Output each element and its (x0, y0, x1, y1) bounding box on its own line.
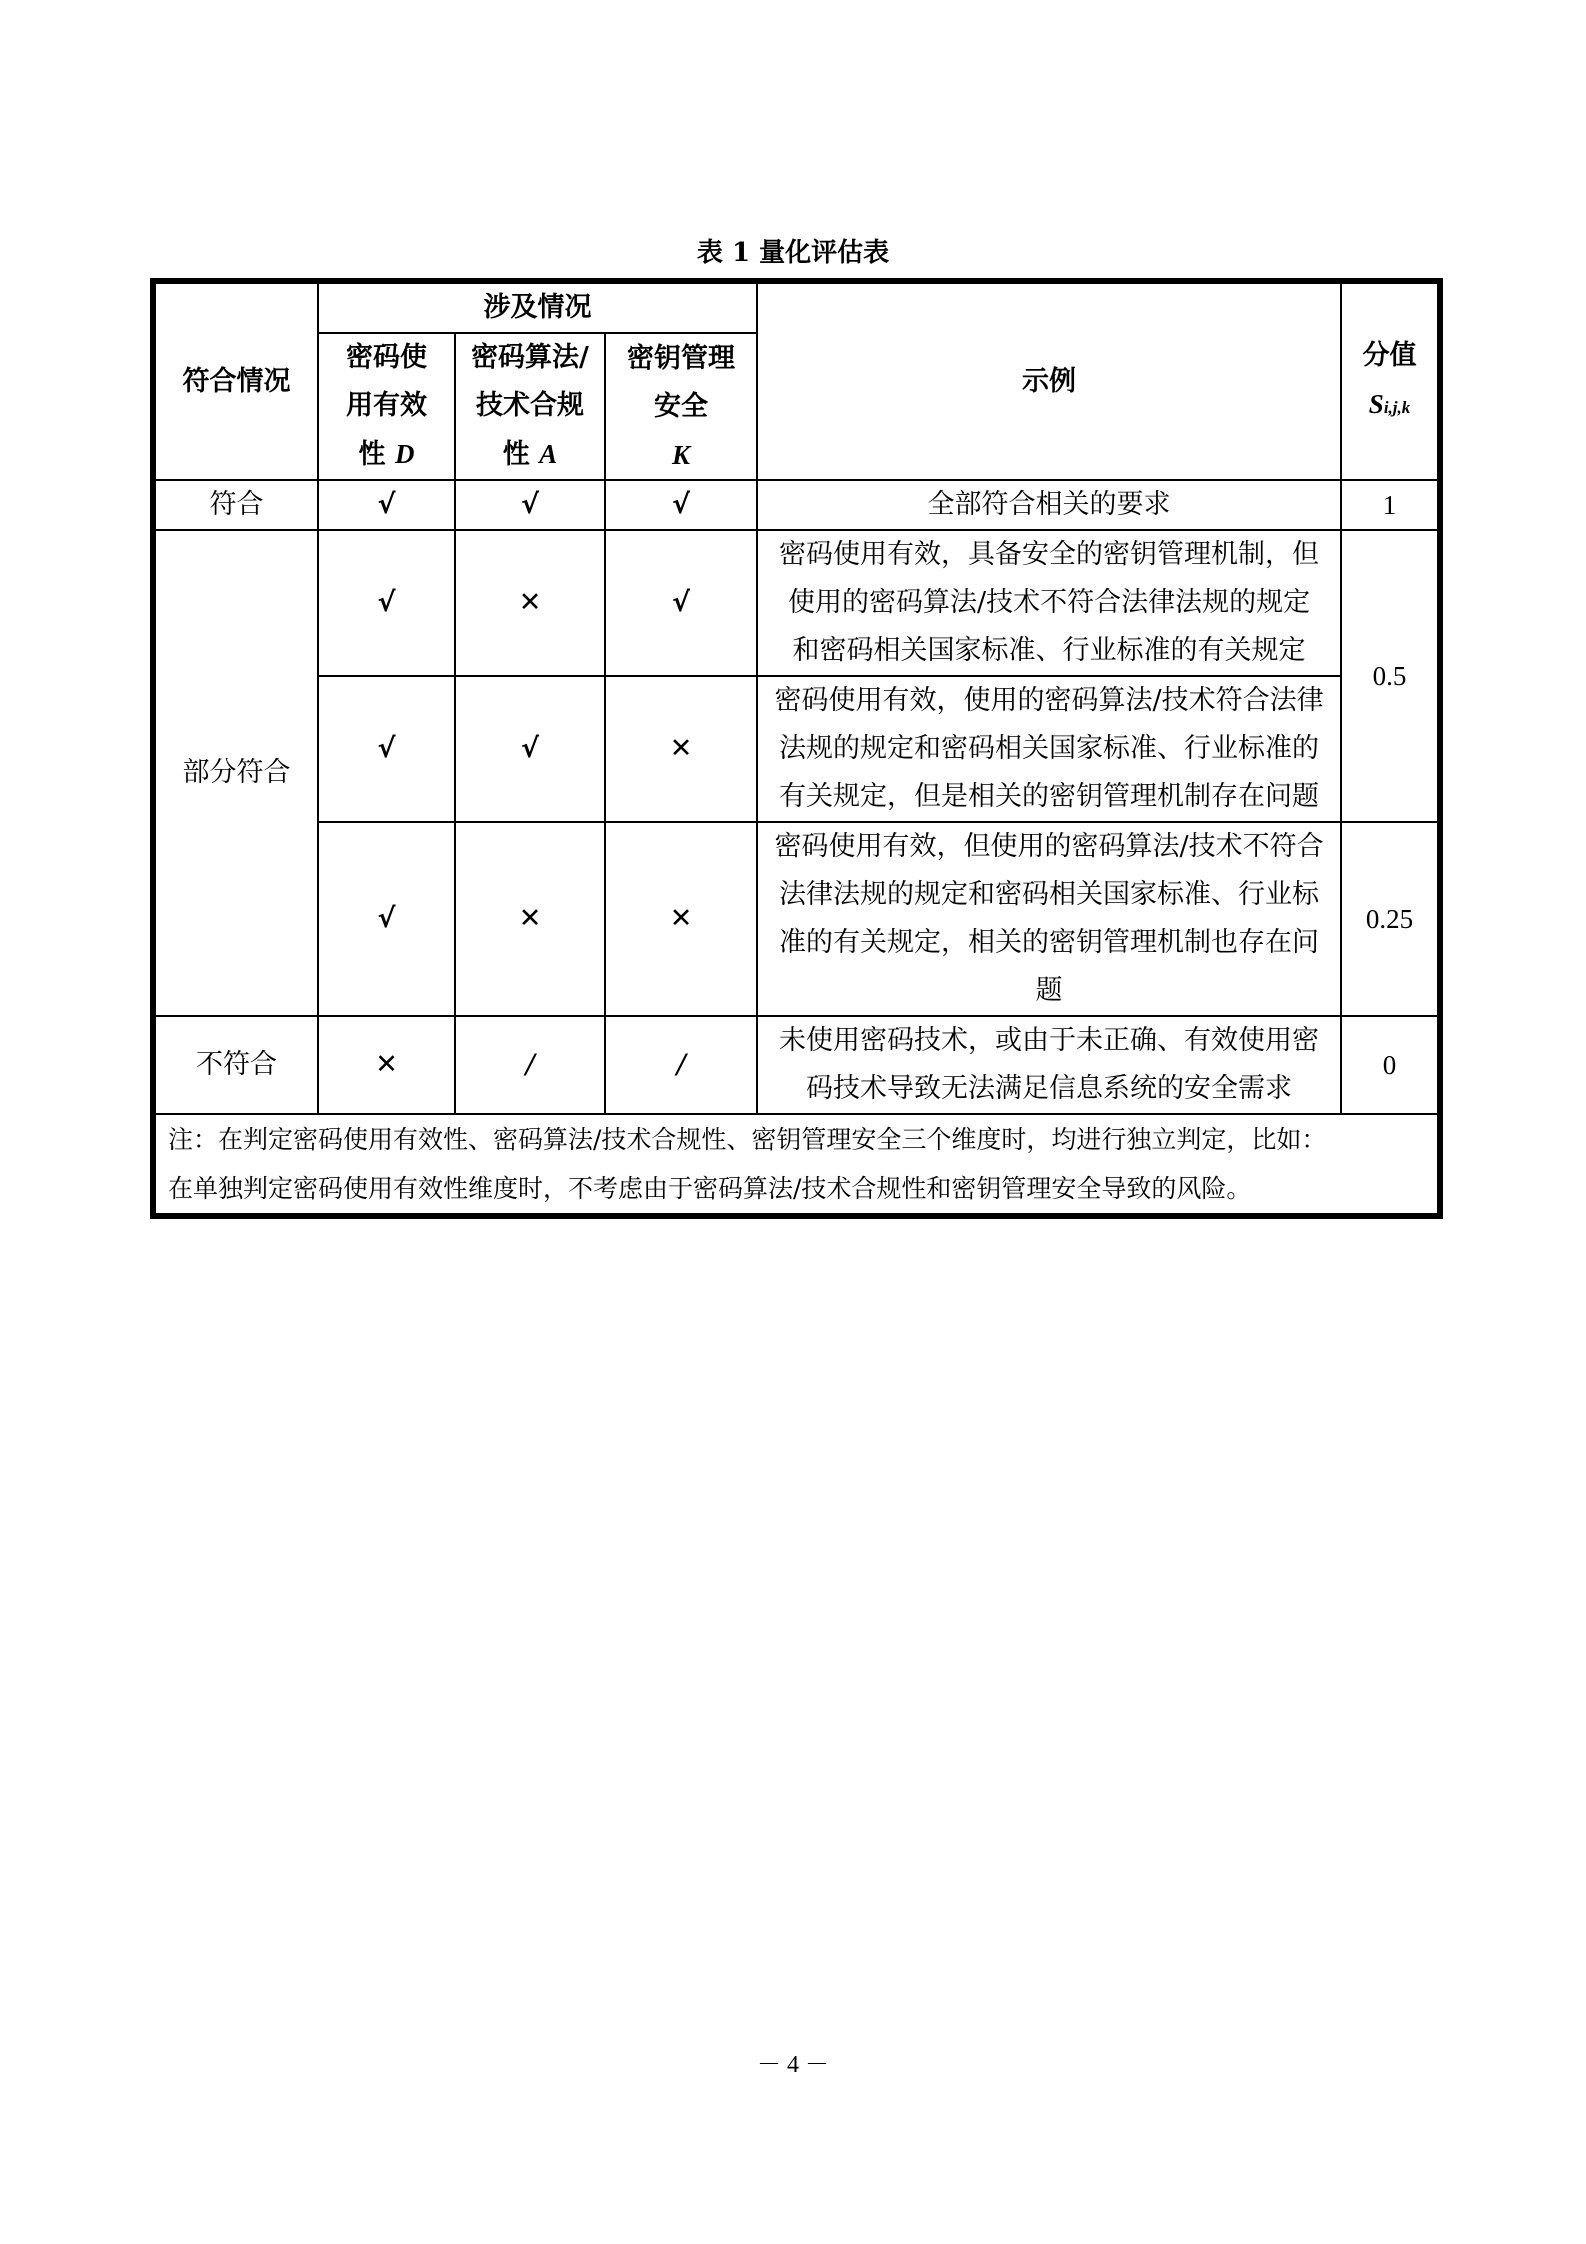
header-col-a-line: 技术合规 (476, 390, 584, 421)
header-score-label: 分值 (1362, 339, 1417, 371)
cross-icon: ✕ (605, 676, 757, 822)
header-col-d (318, 333, 455, 480)
example-line: 密码使用有效，但使用的密码算法/技术不符合 (774, 831, 1324, 862)
score-subscript: i,j,k (1383, 397, 1411, 417)
header-example: 示例 (757, 281, 1341, 480)
header-col-k-line: 密钥管理 (627, 342, 736, 374)
header-col-d-line (319, 430, 454, 479)
header-col-k-var: K (672, 439, 691, 470)
example-line: 未使用密码技术，或由于未正确、有效使用密 (779, 1025, 1320, 1056)
example-cell (757, 676, 1341, 822)
header-col-a-line (456, 430, 604, 479)
header-col-a-line: 密码算法/ (471, 342, 589, 373)
example-cell (757, 530, 1341, 676)
example-line: 题 (1035, 975, 1063, 1006)
cross-icon: ✕ (455, 822, 605, 1016)
header-col-a-var: A (539, 439, 558, 469)
check-icon: √ (605, 530, 757, 676)
table-row-noncompliant (153, 1016, 1440, 1114)
compliance-cell: 符合 (153, 480, 318, 530)
note-line: 注：在判定密码使用有效性、密码算法/技术合规性、密钥管理安全三个维度时，均进行独立判定，比如： (168, 1125, 1327, 1154)
header-col-d-line: 用有效 (346, 390, 427, 421)
compliance-cell: 部分符合 (153, 530, 318, 1016)
score-cell: 0.25 (1341, 822, 1440, 1016)
header-col-k (605, 333, 757, 480)
check-icon: √ (318, 530, 455, 676)
check-icon: √ (605, 480, 757, 530)
example-line: 密码使用有效，使用的密码算法/技术符合法律 (774, 685, 1324, 716)
check-icon: √ (455, 480, 605, 530)
example-cell (757, 480, 1341, 530)
header-row-1 (153, 281, 1440, 333)
example-cell (757, 822, 1341, 1016)
table-caption: 表 1 量化评估表 (696, 238, 890, 268)
cross-icon: ✕ (605, 822, 757, 1016)
table-note (153, 1114, 1440, 1216)
table-row-partial-3 (153, 822, 1440, 1016)
header-compliance: 符合情况 (153, 281, 318, 480)
example-line: 准的有关规定，相关的密钥管理机制也存在问 (779, 927, 1320, 958)
example-line: 密码使用有效，具备安全的密钥管理机制，但 (779, 539, 1320, 570)
not-applicable-mark: / (605, 1016, 757, 1114)
header-involvement: 涉及情况 (318, 281, 757, 333)
cross-icon: ✕ (455, 530, 605, 676)
header-col-a-text: 性 (502, 439, 530, 470)
note-line: 在单独判定密码使用有效性维度时，不考虑由于密码算法/技术合规性和密钥管理安全导致的风险。 (168, 1174, 1252, 1203)
score-cell: 0.5 (1341, 530, 1440, 822)
example-cell (757, 1016, 1341, 1114)
check-icon: √ (318, 676, 455, 822)
table-row-compliant (153, 480, 1440, 530)
example-line: 有关规定，但是相关的密钥管理机制存在问题 (779, 781, 1320, 812)
table-row-partial-2 (153, 676, 1440, 822)
example-line: 码技术导致无法满足信息系统的安全需求 (806, 1073, 1293, 1104)
check-icon: √ (318, 822, 455, 1016)
header-score-symbol (1342, 380, 1437, 432)
header-score (1341, 281, 1440, 480)
example-line: 法规的规定和密码相关国家标准、行业标准的 (779, 733, 1320, 764)
check-icon: √ (455, 676, 605, 822)
example-line: 使用的密码算法/技术不符合法律法规的规定 (787, 587, 1311, 618)
check-icon: √ (318, 480, 455, 530)
table-row-note (153, 1114, 1440, 1216)
header-col-d-text: 性 (358, 439, 386, 470)
table-row-partial-1 (153, 530, 1440, 676)
score-cell: 0 (1341, 1016, 1440, 1114)
header-col-d-line: 密码使 (346, 342, 427, 373)
cross-icon: ✕ (318, 1016, 455, 1114)
header-col-d-var: D (394, 439, 415, 469)
quantitative-assessment-table (150, 278, 1443, 1219)
score-symbol: S (1368, 388, 1384, 419)
example-line: 全部符合相关的要求 (927, 489, 1171, 520)
compliance-cell: 不符合 (153, 1016, 318, 1114)
not-applicable-mark: / (455, 1016, 605, 1114)
example-line: 和密码相关国家标准、行业标准的有关规定 (792, 635, 1306, 666)
example-line: 法律法规的规定和密码相关国家标准、行业标 (779, 879, 1320, 910)
header-col-k-line: 安全 (654, 390, 709, 422)
score-cell: 1 (1341, 480, 1440, 530)
page-number: － 4 － (757, 2052, 829, 2078)
header-col-a (455, 333, 605, 480)
